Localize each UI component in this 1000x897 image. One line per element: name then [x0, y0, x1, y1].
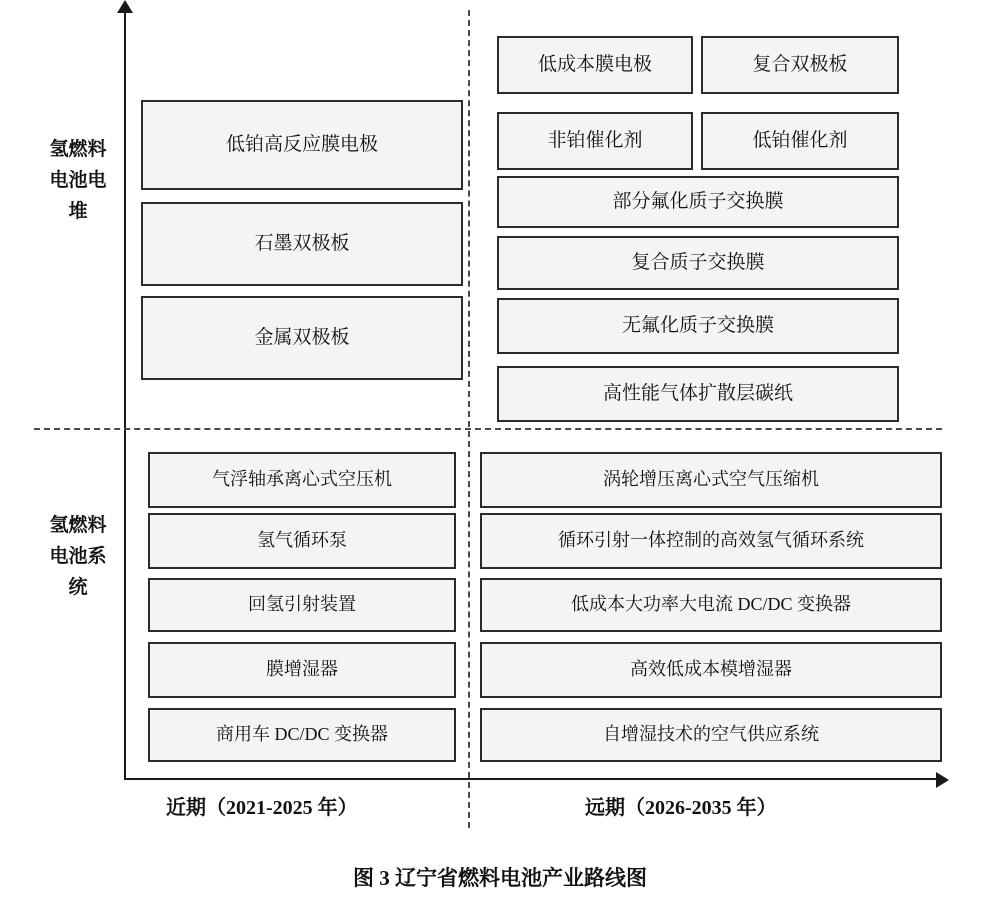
item-box: 复合双极板 [701, 36, 899, 94]
y-axis-line [124, 8, 126, 780]
item-box: 高效低成本模增湿器 [480, 642, 942, 698]
item-box: 高性能气体扩散层碳纸 [497, 366, 899, 422]
item-box: 循环引射一体控制的高效氢气循环系统 [480, 513, 942, 569]
item-box: 石墨双极板 [141, 202, 463, 286]
x-axis-label-near-term: 近期（2021-2025 年） [166, 797, 358, 819]
item-box: 自增湿技术的空气供应系统 [480, 708, 942, 762]
item-box: 金属双极板 [141, 296, 463, 380]
vertical-divider [468, 10, 470, 828]
figure-caption: 图 3 辽宁省燃料电池产业路线图 [353, 866, 647, 890]
item-box: 涡轮增压离心式空气压缩机 [480, 452, 942, 508]
item-box: 低铂高反应膜电极 [141, 100, 463, 190]
item-box: 低成本膜电极 [497, 36, 693, 94]
item-box: 膜增湿器 [148, 642, 456, 698]
item-box: 氢气循环泵 [148, 513, 456, 569]
item-box: 气浮轴承离心式空压机 [148, 452, 456, 508]
horizontal-divider [34, 428, 942, 430]
row-label-fuel-cell-stack: 氢燃料电池电堆 [49, 139, 107, 222]
item-box: 部分氟化质子交换膜 [497, 176, 899, 228]
row-label-fuel-cell-system: 氢燃料电池系统 [49, 515, 107, 598]
item-box: 无氟化质子交换膜 [497, 298, 899, 354]
x-axis-line [124, 778, 942, 780]
item-box: 复合质子交换膜 [497, 236, 899, 290]
item-box: 低铂催化剂 [701, 112, 899, 170]
item-box: 回氢引射装置 [148, 578, 456, 632]
item-box: 低成本大功率大电流 DC/DC 变换器 [480, 578, 942, 632]
y-axis-arrow-icon [117, 0, 133, 13]
item-box: 商用车 DC/DC 变换器 [148, 708, 456, 762]
x-axis-arrow-icon [936, 772, 949, 788]
item-box: 非铂催化剂 [497, 112, 693, 170]
x-axis-label-far-term: 远期（2026-2035 年） [585, 797, 777, 819]
